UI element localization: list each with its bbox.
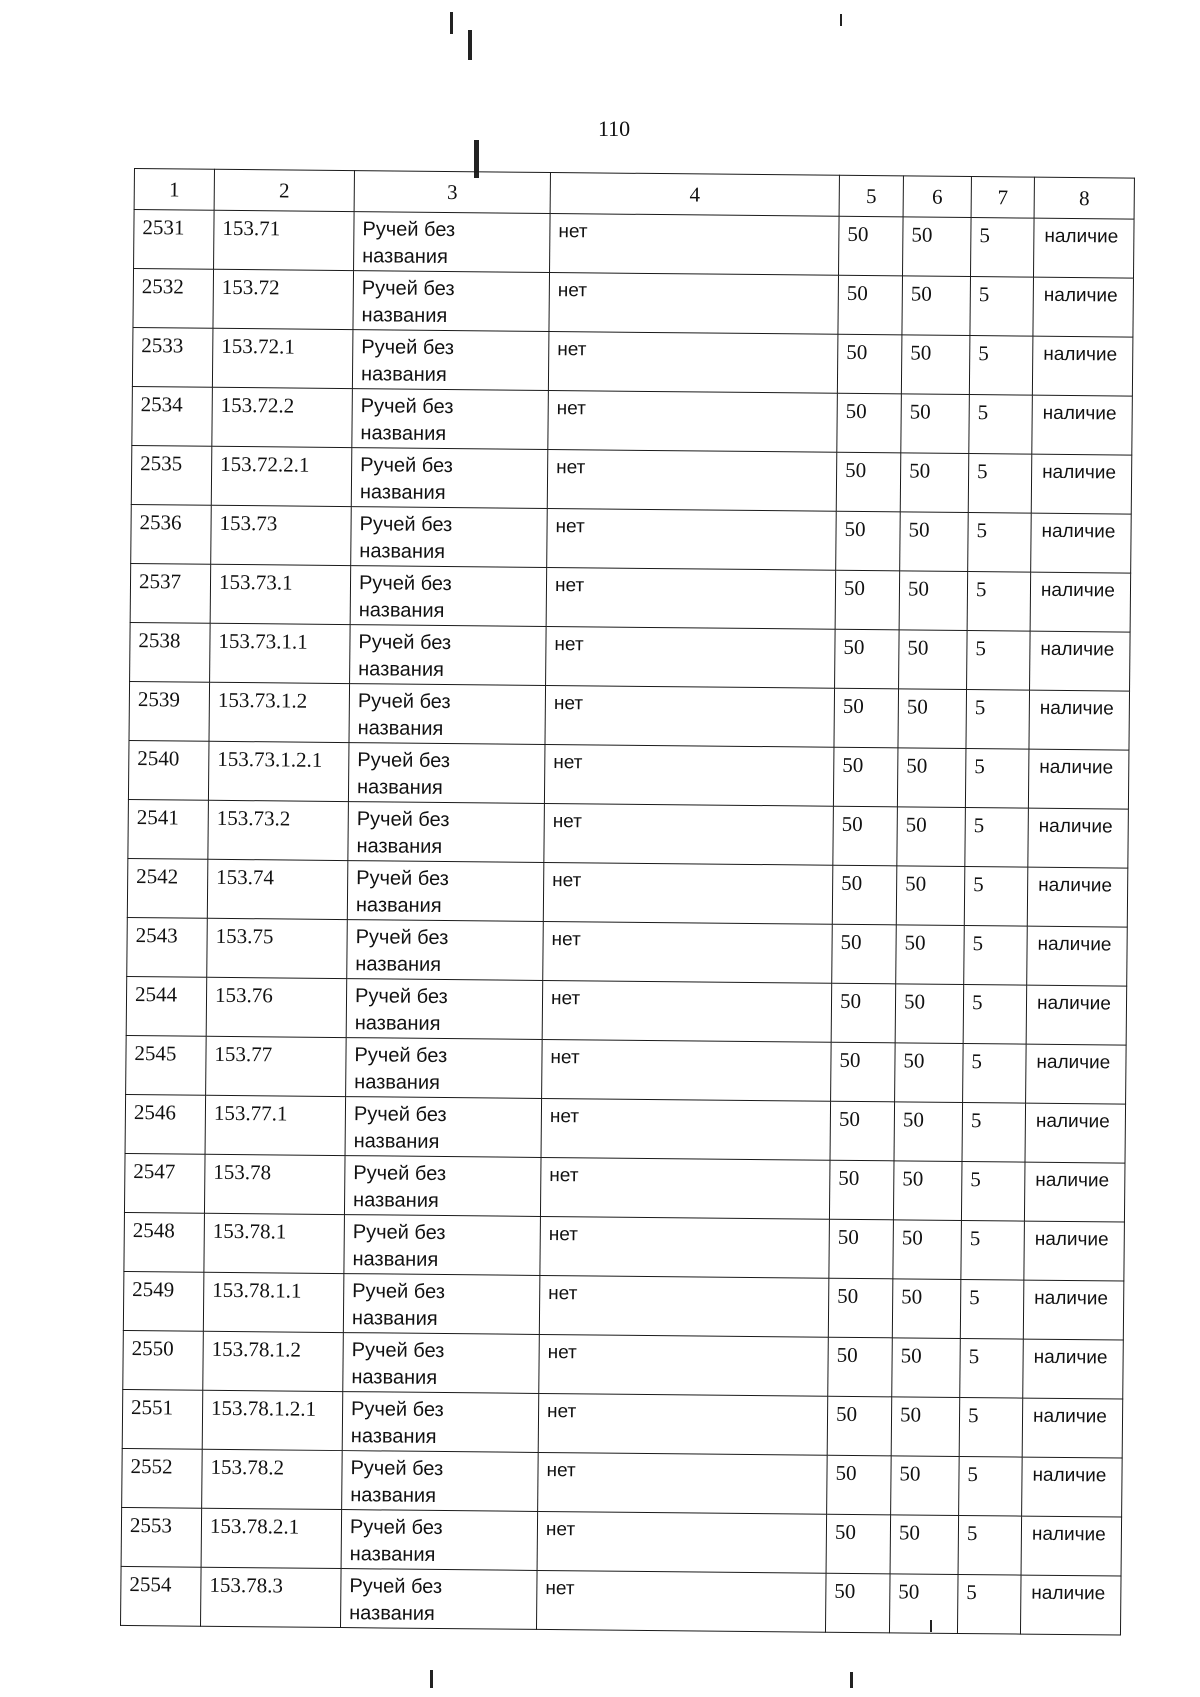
cell-code: 153.78.1.2.1 [202, 1390, 343, 1450]
cell-code: 153.73.1.1 [210, 623, 351, 683]
cell-flag: нет [539, 1334, 829, 1396]
cell-flag: нет [541, 1098, 831, 1160]
cell-flag: нет [542, 980, 832, 1042]
cell-col7: 5 [968, 513, 1032, 573]
cell-num: 2533 [132, 327, 213, 387]
scan-speck [850, 1672, 853, 1688]
cell-col5: 50 [833, 747, 898, 807]
cell-col7: 5 [960, 1279, 1024, 1339]
header-cell: 4 [550, 172, 839, 216]
cell-status: наличие [1025, 1103, 1126, 1163]
cell-num: 2534 [132, 386, 213, 446]
scan-speck [430, 1670, 433, 1688]
header-cell: 8 [1034, 177, 1134, 219]
cell-code: 153.76 [206, 977, 347, 1037]
table-row [129, 681, 1130, 750]
cell-col5: 50 [837, 393, 902, 453]
cell-status: наличие [1028, 749, 1129, 809]
cell-num: 2540 [128, 740, 209, 800]
header-cell: 2 [214, 169, 354, 211]
scan-speck [468, 30, 472, 60]
cell-object-name: Ручей без названия [350, 566, 547, 627]
cell-col6: 50 [896, 866, 965, 926]
cell-object-name: Ручей без названия [348, 802, 545, 863]
cell-status: наличие [1030, 572, 1131, 632]
cell-code: 153.73.1.2 [209, 682, 350, 742]
cell-num: 2538 [130, 622, 211, 682]
cell-code: 153.73.1 [210, 564, 351, 624]
table-row [123, 1271, 1124, 1340]
cell-num: 2539 [129, 681, 210, 741]
cell-code: 153.78 [204, 1154, 345, 1214]
cell-col5: 50 [831, 1042, 896, 1102]
cell-status: наличие [1030, 631, 1131, 691]
cell-code: 153.72.2.1 [211, 446, 352, 506]
cell-col7: 5 [962, 1102, 1026, 1162]
table-row [132, 386, 1133, 455]
cell-num: 2545 [126, 1035, 207, 1095]
cell-object-name: Ручей без названия [346, 1038, 543, 1099]
cell-col6: 50 [899, 630, 968, 690]
table-row [125, 1094, 1126, 1163]
cell-col7: 5 [959, 1397, 1023, 1457]
cell-col6: 50 [898, 689, 967, 749]
cell-code: 153.72.2 [212, 387, 353, 447]
cell-col5: 50 [839, 216, 904, 276]
cell-col7: 5 [966, 690, 1030, 750]
cell-col6: 50 [896, 925, 965, 985]
cell-num: 2546 [125, 1094, 206, 1154]
table-row [121, 1507, 1122, 1576]
cell-col7: 5 [959, 1456, 1023, 1516]
cell-object-name: Ручей без названия [344, 1156, 541, 1217]
cell-status: наличие [1029, 690, 1130, 750]
cell-flag: нет [540, 1157, 830, 1219]
cell-object-name: Ручей без названия [348, 743, 545, 804]
cell-flag: нет [547, 449, 837, 511]
cell-col6: 50 [901, 335, 970, 395]
cell-num: 2537 [130, 563, 211, 623]
cell-object-name: Ручей без названия [341, 1510, 538, 1571]
header-cell: 3 [354, 171, 550, 214]
header-cell: 5 [839, 175, 903, 217]
cell-status: наличие [1032, 395, 1133, 455]
cell-col6: 50 [895, 984, 964, 1044]
cell-object-name: Ручей без названия [344, 1215, 541, 1276]
cell-col6: 50 [900, 512, 969, 572]
cell-num: 2531 [134, 210, 215, 270]
cell-flag: нет [538, 1393, 828, 1455]
cell-code: 153.77 [206, 1036, 347, 1096]
cell-flag: нет [544, 803, 834, 865]
cell-flag: нет [543, 862, 833, 924]
cell-object-name: Ручей без названия [352, 389, 549, 450]
table-row [126, 1035, 1127, 1104]
header-cell: 1 [134, 169, 214, 211]
cell-col6: 50 [890, 1515, 959, 1575]
cell-flag: нет [540, 1216, 830, 1278]
cell-col6: 50 [897, 748, 966, 808]
table-row [127, 858, 1128, 927]
cell-col6: 50 [900, 453, 969, 513]
cell-col7: 5 [969, 336, 1033, 396]
cell-status: наличие [1024, 1162, 1125, 1222]
cell-col6: 50 [902, 217, 971, 277]
cell-col5: 50 [835, 629, 900, 689]
cell-col6: 50 [894, 1102, 963, 1162]
cell-status: наличие [1027, 926, 1128, 986]
cell-col7: 5 [961, 1220, 1025, 1280]
cell-code: 153.78.1 [204, 1213, 345, 1273]
table-row [124, 1212, 1125, 1281]
cell-object-name: Ручей без названия [353, 271, 550, 332]
cell-code: 153.73.2 [208, 800, 349, 860]
cell-status: наличие [1027, 867, 1128, 927]
cell-col7: 5 [970, 277, 1034, 337]
cell-code: 153.71 [214, 210, 355, 270]
data-table [120, 168, 1135, 1636]
scan-speck [840, 14, 842, 26]
cell-col7: 5 [967, 631, 1031, 691]
cell-flag: нет [546, 626, 836, 688]
cell-col7: 5 [963, 985, 1027, 1045]
cell-flag: нет [547, 508, 837, 570]
scan-speck [450, 12, 453, 34]
cell-status: наличие [1023, 1339, 1124, 1399]
page-number: 110 [598, 116, 631, 141]
cell-num: 2553 [121, 1507, 202, 1567]
cell-status: наличие [1020, 1575, 1121, 1635]
cell-flag: нет [546, 567, 836, 629]
table-row [134, 210, 1135, 279]
cell-status: наличие [1033, 277, 1134, 337]
table-row [133, 269, 1134, 338]
table-row [122, 1389, 1123, 1458]
cell-num: 2548 [124, 1212, 205, 1272]
cell-col6: 50 [891, 1397, 960, 1457]
cell-col6: 50 [897, 807, 966, 867]
cell-object-name: Ручей без названия [342, 1451, 539, 1512]
table-row [132, 327, 1133, 396]
header-cell: 7 [971, 177, 1034, 219]
cell-num: 2542 [127, 858, 208, 918]
cell-status: наличие [1022, 1398, 1123, 1458]
cell-col5: 50 [829, 1160, 894, 1220]
cell-col6: 50 [889, 1574, 958, 1634]
cell-code: 153.72 [213, 269, 354, 329]
cell-col5: 50 [827, 1396, 892, 1456]
cell-code: 153.78.1.2 [203, 1331, 344, 1391]
cell-code: 153.78.2 [202, 1449, 343, 1509]
cell-col6: 50 [893, 1161, 962, 1221]
cell-flag: нет [549, 272, 839, 334]
cell-status: наличие [1033, 218, 1134, 278]
cell-col7: 5 [969, 395, 1033, 455]
cell-code: 153.75 [207, 918, 348, 978]
cell-col5: 50 [837, 334, 902, 394]
cell-status: наличие [1032, 336, 1133, 396]
cell-num: 2543 [127, 917, 208, 977]
cell-col7: 5 [965, 749, 1029, 809]
cell-col5: 50 [836, 511, 901, 571]
cell-status: наличие [1031, 454, 1132, 514]
cell-num: 2536 [131, 504, 212, 564]
table-row [128, 740, 1129, 809]
cell-flag: нет [539, 1275, 829, 1337]
cell-col6: 50 [892, 1338, 961, 1398]
cell-flag: нет [543, 921, 833, 983]
cell-flag: нет [537, 1511, 827, 1573]
cell-col7: 5 [960, 1338, 1024, 1398]
cell-col7: 5 [968, 454, 1032, 514]
cell-code: 153.78.2.1 [201, 1508, 342, 1568]
cell-col5: 50 [832, 865, 897, 925]
cell-col5: 50 [826, 1514, 891, 1574]
cell-status: наличие [1026, 1044, 1127, 1104]
cell-col5: 50 [825, 1573, 890, 1633]
cell-col6: 50 [895, 1043, 964, 1103]
cell-flag: нет [545, 685, 835, 747]
cell-col5: 50 [829, 1219, 894, 1279]
cell-col5: 50 [834, 688, 899, 748]
cell-object-name: Ручей без названия [350, 625, 547, 686]
cell-num: 2551 [122, 1389, 203, 1449]
cell-col7: 5 [961, 1161, 1025, 1221]
table-row [127, 917, 1128, 986]
table-row [122, 1448, 1123, 1517]
table-row [123, 1330, 1124, 1399]
header-cell: 6 [903, 176, 971, 218]
cell-col7: 5 [965, 808, 1029, 868]
cell-object-name: Ручей без названия [340, 1569, 537, 1630]
cell-col6: 50 [892, 1279, 961, 1339]
cell-code: 153.78.3 [201, 1567, 342, 1627]
cell-status: наличие [1031, 513, 1132, 573]
cell-status: наличие [1024, 1221, 1125, 1281]
cell-object-name: Ручей без названия [347, 861, 544, 922]
cell-flag: нет [548, 331, 838, 393]
cell-num: 2544 [126, 976, 207, 1036]
cell-num: 2547 [124, 1153, 205, 1213]
table-row [131, 504, 1132, 573]
cell-flag: нет [548, 390, 838, 452]
cell-code: 153.77.1 [205, 1095, 346, 1155]
cell-num: 2550 [123, 1330, 204, 1390]
cell-status: наличие [1022, 1457, 1123, 1517]
cell-object-name: Ручей без названия [351, 507, 548, 568]
cell-num: 2552 [122, 1448, 203, 1508]
cell-object-name: Ручей без названия [343, 1274, 540, 1335]
cell-col5: 50 [838, 275, 903, 335]
cell-flag: нет [544, 744, 834, 806]
cell-col6: 50 [899, 571, 968, 631]
cell-flag: нет [550, 213, 840, 275]
cell-status: наличие [1023, 1280, 1124, 1340]
cell-col5: 50 [830, 1101, 895, 1161]
cell-col7: 5 [958, 1515, 1022, 1575]
cell-col5: 50 [833, 806, 898, 866]
cell-object-name: Ручей без названия [352, 330, 549, 391]
cell-col6: 50 [893, 1220, 962, 1280]
cell-code: 153.74 [207, 859, 348, 919]
cell-code: 153.78.1.1 [203, 1272, 344, 1332]
cell-object-name: Ручей без названия [354, 212, 551, 273]
cell-object-name: Ручей без названия [343, 1333, 540, 1394]
cell-num: 2549 [123, 1271, 204, 1331]
cell-flag: нет [536, 1570, 826, 1632]
cell-flag: нет [542, 1039, 832, 1101]
table-row [128, 799, 1129, 868]
cell-object-name: Ручей без названия [347, 920, 544, 981]
cell-col6: 50 [891, 1456, 960, 1516]
cell-status: наличие [1021, 1516, 1122, 1576]
cell-col5: 50 [832, 924, 897, 984]
cell-object-name: Ручей без названия [346, 979, 543, 1040]
cell-col7: 5 [963, 1043, 1027, 1103]
cell-code: 153.72.1 [212, 328, 353, 388]
cell-col5: 50 [835, 570, 900, 630]
cell-col7: 5 [964, 926, 1028, 986]
table-row [130, 563, 1131, 632]
cell-col5: 50 [828, 1337, 893, 1397]
cell-col6: 50 [902, 276, 971, 336]
cell-status: наличие [1026, 985, 1127, 1045]
cell-num: 2541 [128, 799, 209, 859]
table-row [121, 1566, 1122, 1635]
cell-object-name: Ручей без названия [342, 1392, 539, 1453]
cell-code: 153.73 [211, 505, 352, 565]
cell-num: 2554 [121, 1566, 202, 1626]
cell-num: 2532 [133, 269, 214, 329]
cell-col7: 5 [967, 572, 1031, 632]
cell-object-name: Ручей без названия [345, 1097, 542, 1158]
cell-col5: 50 [828, 1278, 893, 1338]
cell-code: 153.73.1.2.1 [208, 741, 349, 801]
cell-object-name: Ручей без названия [349, 684, 546, 745]
table-row [131, 445, 1132, 514]
cell-num: 2535 [131, 445, 212, 505]
cell-col5: 50 [827, 1455, 892, 1515]
cell-status: наличие [1028, 808, 1129, 868]
cell-col5: 50 [836, 452, 901, 512]
table-row [124, 1153, 1125, 1222]
cell-col6: 50 [901, 394, 970, 454]
cell-object-name: Ручей без названия [351, 448, 548, 509]
cell-col7: 5 [957, 1574, 1021, 1634]
cell-col7: 5 [964, 867, 1028, 927]
table-row [126, 976, 1127, 1045]
cell-flag: нет [538, 1452, 828, 1514]
cell-col5: 50 [831, 983, 896, 1043]
cell-col7: 5 [970, 218, 1034, 278]
table-row [130, 622, 1131, 691]
